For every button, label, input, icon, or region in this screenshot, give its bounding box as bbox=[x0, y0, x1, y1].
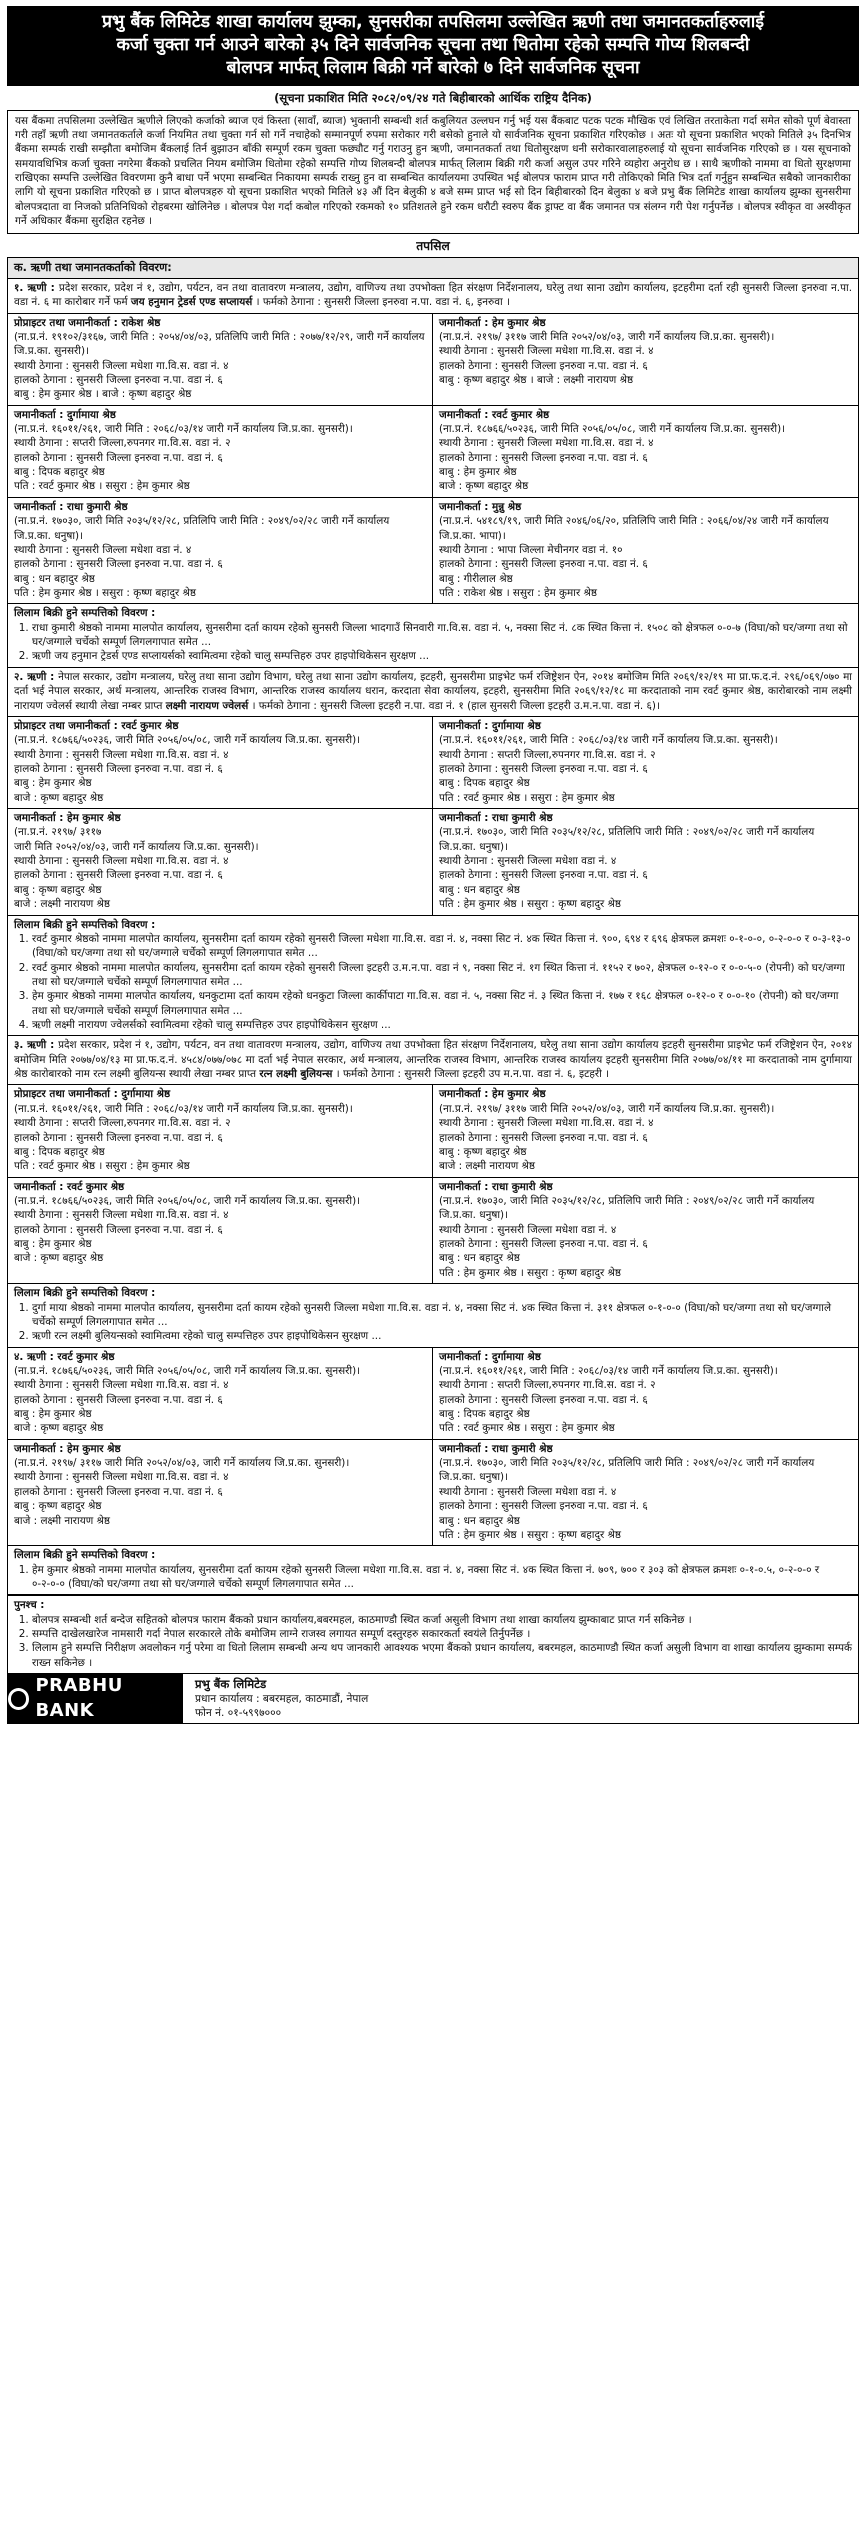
property-list bbox=[14, 932, 852, 1033]
note-item: 3. लिलाम हुने सम्पत्ति निरीक्षण अवलोकन गर्नु परेमा वा धितो लिलाम सम्बन्धी अन्य थप जानकारी आवश्यक भएमा बैंकको प्रधान कार्यालय, बबरमहल, काठमाण्डौ स्थित कर्जा असुली विभाग वा शाखा कार्यालय झुम्कामा सम्पर्क राख्न सकिनेछ । bbox=[32, 1641, 852, 1670]
guarantor-detail: स्थायी ठेगाना : सुनसरी जिल्ला मधेशा वडा नं. ४ bbox=[14, 543, 192, 556]
guarantor-detail: बाजे : लक्ष्मी नारायण श्रेष्ठ bbox=[439, 1160, 536, 1173]
guarantor-detail: स्थायी ठेगाना : सुनसरी जिल्ला मधेशा गा.वि.स. वडा नं. ४ bbox=[439, 1117, 654, 1130]
guarantor-detail: स्थायी ठेगाना : सुनसरी जिल्ला मधेशा गा.वि.स. वडा नं. ४ bbox=[14, 855, 229, 868]
guarantor-detail: हालको ठेगाना : सुनसरी जिल्ला इनरुवा न.पा. वडा नं. ६ bbox=[14, 1223, 223, 1236]
guarantor-detail: पति : हेम कुमार श्रेष्ठ । ससुरा : कृष्ण बहादुर श्रेष्ठ bbox=[439, 1528, 622, 1541]
guarantor-detail: बाजे : लक्ष्मी नारायण श्रेष्ठ bbox=[14, 898, 111, 911]
guarantor-detail: (ना.प्र.नं. २१९७/ ३११७ जारी मिति २०५२/०४/०३, जारी गर्ने कार्यालय जि.प्र.का. सुनसरी)। bbox=[439, 330, 775, 343]
borrower-blocks bbox=[8, 279, 858, 1596]
guarantor-title: प्रोप्राइटर तथा जमानीकर्ता : रवर्ट कुमार श्रेष्ठ bbox=[14, 719, 179, 732]
guarantor-detail: जारी मिति २०५२/०४/०३, जारी गर्ने कार्यालय जि.प्र.का. सुनसरी)। bbox=[14, 840, 259, 853]
guarantor-title: ४. ऋणी : रवर्ट कुमार श्रेष्ठ bbox=[14, 1350, 115, 1363]
guarantor-detail: बाबु : हेम कुमार श्रेष्ठ bbox=[439, 466, 517, 479]
bank-info bbox=[183, 1675, 380, 1723]
details-table bbox=[7, 257, 859, 1596]
property-title: लिलाम बिक्री हुने सम्पत्तिको विवरण : bbox=[14, 1287, 156, 1300]
guarantor-title: जमानीकर्ता : हेम कुमार श्रेष्ठ bbox=[14, 1442, 121, 1455]
borrower-number: २. ऋणी : bbox=[14, 670, 59, 683]
borrower-paragraph bbox=[8, 668, 858, 717]
guarantor-detail: हालको ठेगाना : सुनसरी जिल्ला इनरुवा न.पा. वडा नं. ६ bbox=[439, 869, 648, 882]
bank-footer bbox=[7, 1674, 859, 1724]
guarantor-detail: हालको ठेगाना : सुनसरी जिल्ला इनरुवा न.पा. वडा नं. ६ bbox=[439, 1238, 648, 1251]
guarantor-detail: हालको ठेगाना : सुनसरी जिल्ला इनरुवा न.पा. वडा नं. ६ bbox=[14, 1393, 223, 1406]
guarantor-detail: स्थायी ठेगाना : सप्तरी जिल्ला,रुपनगर गा.वि.स. वडा नं. २ bbox=[439, 1379, 656, 1392]
guarantor-detail: (ना.प्र.नं. १८७६६/५०२३६, जारी मिति २०५६/०५/०८, जारी गर्ने कार्यालय जि.प्र.का. सुनसरी)। bbox=[14, 1195, 361, 1207]
borrower-text: नेपाल सरकार, उद्योग मन्त्रालय, घरेलु तथा साना उद्योग विभाग, घरेलु तथा साना उद्योग कार्यालय, इटहरी, सुनसरीमा प्राइभेट फर्म रजिष्ट्रेशन ऐन, २०१४ बमोजिम मिति २०६९/१२/१९ मा प्रा.फ.द.नं. २९६/०६९/०७० मा दर्ता भई नेपाल सरकार, अर्थ मन्त्रालय, आन्तरिक राजस्व विभाग, आन्तरिक राजस्व कार्यालय धरान, करदाता सेवा कार्यालय, इटहरी, सुनसरीमा मिति २०६९/१२/१८ मा करदाताको नाम रवर्ट कुमार श्रेष्ठ, कारोबारको नाम लक्ष्मी नारायण ज्वेलर्स स्थायी लेखा नम्बर प्राप्त bbox=[14, 670, 852, 712]
guarantor-title: जमानीकर्ता : दुर्गामाया श्रेष्ठ bbox=[14, 408, 116, 421]
guarantor-detail: पति : राकेश श्रेष्ठ । ससुरा : हेम कुमार श्रेष्ठ bbox=[439, 586, 597, 599]
guarantor-detail: बाबु : दिपक बहादुर श्रेष्ठ bbox=[14, 466, 105, 479]
guarantor-detail: बाबु : धन बहादुर श्रेष्ठ bbox=[439, 883, 520, 896]
guarantor-row bbox=[8, 498, 858, 605]
header-line-2: कर्जा चुक्ता गर्न आउने बारेको ३५ दिने सार्वजनिक सूचना तथा धितोमा रहेको सम्पत्ति गोप्य शिलबन्दी bbox=[116, 35, 750, 56]
property-item: 1. हेम कुमार श्रेष्ठको नाममा मालपोत कार्यालय, सुनसरीमा दर्ता कायम रहेको सुनसरी जिल्ला मधेशा गा.वि.स. वडा नं. ४, नक्सा सिट नं. ४क स्थित कित्ता नं. ७०९, ७०० र ३०३ को क्षेत्रफल क्रमशः ०-१-०.५, ०-२-०-० र ०-२-०-० (विघा/को घर/जग्गा तथा सो घर/जग्गाले चर्चेको सम्पूर्ण लिगलगापात समेत ... bbox=[32, 1563, 852, 1592]
guarantor-detail: (ना.प्र.नं. ५४१८९/१९, जारी मिति २०४६/०६/२०, प्रतिलिपि जारी मिति : २०६६/०४/२४ जारी गर्ने कार्यालय जि.प्र.का. भापा)। bbox=[439, 515, 829, 542]
guarantor-detail: (ना.प्र.नं. १६०११/२६१, जारी मिति : २०६८/०३/१४ जारी गर्ने कार्यालय जि.प्र.का. सुनसरी)। bbox=[439, 734, 778, 747]
guarantor-detail: बाजे : कृष्ण बहादुर श्रेष्ठ bbox=[14, 1422, 104, 1435]
guarantor-detail: बाबु : कृष्ण बहादुर श्रेष्ठ bbox=[14, 1500, 102, 1513]
guarantor-detail: (ना.प्र.नं. २१९७/ ३११७ जारी मिति २०५२/०४/०३, जारी गर्ने कार्यालय जि.प्र.का. सुनसरी)। bbox=[14, 1457, 350, 1470]
publication-source: (सूचना प्रकाशित मिति २०८२/०९/२४ गते बिहीबारको आर्थिक राष्ट्रिय दैनिक) bbox=[274, 90, 592, 105]
borrower-address: । फर्मको ठेगाना : सुनसरी जिल्ला इनरुवा न.पा. वडा नं. ६, इनरुवा । bbox=[252, 296, 510, 309]
property-item: 1. दुर्गा माया श्रेष्ठको नाममा मालपोत कार्यालय, सुनसरीमा दर्ता कायम रहेको सुनसरी जिल्ला मधेशा गा.वि.स. वडा नं. ४, नक्सा सिट नं. ४क स्थित कित्ता नं. ३११ क्षेत्रफल ०-१-०-० (विघा/को घर/जग्गा तथा सो घर/जग्गाले चर्चेको सम्पूर्ण लिगलगापात समेत ... bbox=[32, 1301, 852, 1330]
property-item: 2. ऋणी रत्न लक्ष्मी बुलियन्सको स्वामित्वमा रहेको चालु सम्पत्तिहरु उपर हाइपोथिकेसन सुरक्षण ... bbox=[32, 1329, 852, 1343]
note-item: 1. बोलपत्र सम्बन्धी शर्त बन्देज सहितको बोलपत्र फाराम बैंकको प्रधान कार्यालय,बबरमहल, काठमाण्डौ स्थित कर्जा असुली विभाग तथा शाखा कार्यालय झुम्काबाट प्राप्त गर्न सकिनेछ । bbox=[32, 1613, 852, 1627]
borrower-text: प्रदेश सरकार, प्रदेश नं १, उद्योग, पर्यटन, वन तथा वातावरण मन्त्रालय, उद्योग, वाणिज्य तथा उपभोक्ता हित संरक्षण निर्देशनालय, घरेलु तथा साना उद्योग कार्यालय इटहरी सुनसरीमा प्राइभेट फर्म रजिष्ट्रेशन ऐन, २०१४ बमोजिम मिति २०७७/०४/१३ मा प्रा.फ.द.नं. ४५८४/०७७/०७८ मा दर्ता भई नेपाल सरकार, अर्थ मन्त्रालय, आन्तरिक राजस्व विभाग, आन्तरिक राजस्व कार्यालय इटहरी सुनसरीमा मिति २०७७/०४/११ मा करदाताको नाम दुर्गामाया श्रेष्ठ कारोबारको नाम रत्न लक्ष्मी बुलियन्स स्थायी लेखा नम्बर प्राप्त bbox=[14, 1039, 852, 1081]
guarantor-cell bbox=[433, 1085, 858, 1176]
borrower-paragraph bbox=[8, 279, 858, 314]
intro-text: यस बैंकमा तपसिलमा उल्लेखित ऋणीले लिएको कर्जाको ब्याज एवं किस्ता (सावाँ, ब्याज) भुक्तानी सम्बन्धी शर्त कबुलियत उल्लघन गर्नु भई यस बैंकबाट पटक पटक मौखिक एवं लिखित तरताकेता गर्दा समेत सोको पूर्ण बेवास्ता गरी तहाँ ऋणी तथा जमानतकर्ताले कर्जा नियमित तथा चुक्ता गर्न सो गर्ने नचाहेको सम्मानपूर्ण रुपमा सरोकार गरी बसेको हुनाले यो सार्वजनिक सूचना प्रकाशित गरिएकोछ । अतः यो सूचना प्रकाशित भएको मितिले ३५ दिनभित्र बैंकमा सम्पर्क राखी सम्झौता बमोजिम बैंकलाई तिर्न बुझाउन बाँकी सम्पूर्ण रकम चुक्ता फछ्यौट गर्नु गराउनु हुन ऋणी, जमानतकर्ता तथा धितोसुरक्षण धनी सरोकारवालाहरुलाई यो सूचना सार्वजनिक गरिएको छ । यस सूचनाको समयावधिभित्र कर्जा चुक्ता नगरेमा बैंकको प्रचलित नियम बमोजिम धितोमा रहेको सम्पत्ति गोप्य शिलबन्दी बोलपत्र मार्फत् लिलाम बिक्री गरी कर्जा असुल उपर गरिने व्यहोरा अनुरोध छ । साथै ऋणीको नाममा वा धितो सुरक्षणमा राखिएका सम्पत्ति उल्लेखित विवरणमा कुनै बाधा पर्ने भएमा सम्बन्धित निकायमा सम्पर्क राख्नु हुन वा सम्बन्धित कार्यालयमा उपस्थित भई बोलपत्र फाराम प्राप्त गरी तोकिएको मिति भित्र दर्ता गर्नुहुन सम्बन्धित सबैको जानकारीका लागि यो सूचना प्रकाशित गरिएको छ । प्राप्त बोलपत्रहरु यो सूचना प्रकाशित भएको मितिले ४३ औं दिन बेलुकी ४ बजे सम्म प्राप्त भई सो दिन बिहीबारको दिन बेलुका ४ बजे प्रभु बैंक लिमिटेड शाखा कार्यालय झुम्का सुनसरीमा बोलपत्रदाता वा निजको प्रतिनिधिको रोहबरमा खोलिनेछ । बोलपत्र पेश गर्दा कबोल गरिएको रकमको १० प्रतिशतले हुने रकम धरौटी स्वरुप बैंक ड्राफ्ट वा बैंक जमानत पत्र संलग्न गरी पेश गर्नुपर्नेछ । बोलपत्र स्वीकृत वा अस्वीकृत गर्ने अधिकार बैंकमा सुरक्षित रहनेछ । bbox=[15, 114, 851, 228]
guarantor-cell bbox=[8, 406, 433, 497]
guarantor-detail: स्थायी ठेगाना : सुनसरी जिल्ला मधेशा गा.वि.स. वडा नं. ४ bbox=[14, 1471, 229, 1484]
borrower-firm-name: लक्ष्मी नारायण ज्वेलर्स bbox=[165, 699, 249, 712]
guarantor-detail: बाजे : कृष्ण बहादुर श्रेष्ठ bbox=[14, 791, 104, 804]
borrower-firm-name: जय हनुमान ट्रेडर्स एण्ड सप्लायर्स bbox=[130, 296, 253, 309]
guarantor-detail: बाबु : कृष्ण बहादुर श्रेष्ठ । बाजे : लक्ष्मी नारायण श्रेष्ठ bbox=[439, 373, 634, 386]
guarantor-detail: (ना.प्र.नं. १९१०२/३१६७, जारी मिति : २०५४/०४/०३, प्रतिलिपि जारी मिति : २०७७/१२/२९, जारी गर्ने कार्यालय जि.प्र.का. सुनसरी)। bbox=[14, 330, 425, 358]
guarantor-detail: बाबु : हेम कुमार श्रेष्ठ । बाजे : कृष्ण बहादुर श्रेष्ठ bbox=[14, 388, 192, 401]
guarantor-detail: स्थायी ठेगाना : सप्तरी जिल्ला,रुपनगर गा.वि.स. वडा नं. २ bbox=[14, 437, 231, 450]
guarantor-detail: बाबु : दिपक बहादुर श्रेष्ठ bbox=[14, 1145, 105, 1158]
table-title: तपसिल bbox=[416, 238, 450, 253]
property-list bbox=[14, 621, 852, 664]
guarantor-row bbox=[8, 1178, 858, 1285]
guarantor-cell bbox=[8, 1348, 433, 1439]
guarantor-detail: स्थायी ठेगाना : सुनसरी जिल्ला मधेशा गा.वि.स. वडा नं. ४ bbox=[14, 1379, 229, 1392]
borrower-number: ३. ऋणी : bbox=[14, 1039, 59, 1052]
guarantor-detail: बाबु : धन बहादुर श्रेष्ठ bbox=[439, 1514, 520, 1527]
guarantor-detail: बाजे : कृष्ण बहादुर श्रेष्ठ bbox=[439, 480, 529, 493]
guarantor-detail: स्थायी ठेगाना : सुनसरी जिल्ला मधेशा गा.वि.स. वडा नं. ४ bbox=[14, 748, 229, 761]
borrower-firm-name: रत्न लक्ष्मी बुलियन्स bbox=[259, 1068, 333, 1081]
guarantor-title: जमानीकर्ता : हेम कुमार श्रेष्ठ bbox=[439, 316, 546, 329]
property-item: 2. रवर्ट कुमार श्रेष्ठको नाममा मालपोत कार्यालय, सुनसरीमा दर्ता कायम रहेको सुनसरी जिल्ला इटहरी उ.म.न.पा. वडा नं ९, नक्सा सिट नं. १ग स्थित कित्ता नं. ११५२ र ७०२, क्षेत्रफल ०-१२-० र ०-०-५-० (रोपनी) को घर/जग्गा तथा सो घर/जग्गाले चर्चेको सम्पूर्ण लिगलगापात समेत ... bbox=[32, 961, 852, 990]
guarantor-title: प्रोप्राइटर तथा जमानीकर्ता : राकेश श्रेष्ठ bbox=[14, 316, 161, 329]
guarantor-title: जमानीकर्ता : रवर्ट कुमार श्रेष्ठ bbox=[439, 408, 550, 421]
guarantor-detail: बाबु : कृष्ण बहादुर श्रेष्ठ bbox=[14, 883, 102, 896]
bank-phone: फोन नं. ०१-५९९७००० bbox=[195, 1707, 282, 1720]
guarantor-cell bbox=[8, 1178, 433, 1284]
guarantor-detail: बाजे : कृष्ण बहादुर श्रेष्ठ bbox=[14, 1252, 104, 1265]
property-title: लिलाम बिक्री हुने सम्पत्तिको विवरण : bbox=[14, 1549, 156, 1562]
guarantor-detail: (ना.प्र.नं. २१९७/ ३११७ जारी मिति २०५२/०४/०३, जारी गर्ने कार्यालय जि.प्र.का. सुनसरी)। bbox=[439, 1102, 775, 1115]
guarantor-row bbox=[8, 809, 858, 916]
guarantor-detail: बाबु : गीरीलाल श्रेष्ठ bbox=[439, 572, 513, 585]
guarantor-detail: पति : हेम कुमार श्रेष्ठ । ससुरा : कृष्ण बहादुर श्रेष्ठ bbox=[14, 586, 197, 599]
guarantor-detail: स्थायी ठेगाना : सुनसरी जिल्ला मधेशा गा.वि.स. वडा नं. ४ bbox=[439, 345, 654, 358]
guarantor-cell bbox=[8, 1085, 433, 1176]
guarantor-detail: स्थायी ठेगाना : सुनसरी जिल्ला मधेशा वडा नं. ४ bbox=[439, 1485, 617, 1498]
note-item: 2. सम्पत्ति दाखेलखारेज नामसारी गर्दा नेपाल सरकारले तोके बमोजिम लाग्ने राजस्व लगायत सम्पूर्ण दस्तुरहरु सकारकर्ता स्वयंले तिर्नुपर्नेछ । bbox=[32, 1627, 852, 1641]
guarantor-cell bbox=[433, 1440, 858, 1546]
guarantor-detail: (ना.प्र.नं. १६०११/२६१, जारी मिति : २०६८/०३/१४ जारी गर्ने कार्यालय जि.प्र.का. सुनसरी)। bbox=[439, 1364, 778, 1377]
guarantor-detail: हालको ठेगाना : सुनसरी जिल्ला इनरुवा न.पा. वडा नं. ६ bbox=[14, 869, 223, 882]
bank-logo bbox=[8, 1674, 183, 1723]
guarantor-detail: हालको ठेगाना : सुनसरी जिल्ला इनरुवा न.पा. वडा नं. ६ bbox=[439, 558, 648, 571]
guarantor-cell bbox=[433, 809, 858, 915]
guarantor-detail: हालको ठेगाना : सुनसरी जिल्ला इनरुवा न.पा. वडा नं. ६ bbox=[439, 359, 648, 372]
guarantor-detail: स्थायी ठेगाना : भापा जिल्ला मेचीनगर वडा नं. १० bbox=[439, 543, 623, 556]
borrower-address: । फर्मको ठेगाना : सुनसरी जिल्ला इटहरी न.पा. वडा नं. १ (हाल सुनसरी जिल्ला इटहरी उ.म.न.पा. वडा नं. ६)। bbox=[248, 699, 660, 712]
guarantor-row bbox=[8, 1440, 858, 1547]
property-list bbox=[14, 1563, 852, 1592]
guarantor-detail: हालको ठेगाना : सुनसरी जिल्ला इनरुवा न.पा. वडा नं. ६ bbox=[439, 451, 648, 464]
guarantor-cell bbox=[8, 1440, 433, 1546]
postscript-notes bbox=[7, 1596, 859, 1674]
guarantor-detail: (ना.प्र.नं. १७०३०, जारी मिति २०३५/१२/२८, प्रतिलिपि जारी मिति : २०४९/०२/२८ जारी गर्ने कार्यालय जि.प्र.का. धनुषा)। bbox=[14, 515, 390, 542]
guarantor-title: जमानीकर्ता : हेम कुमार श्रेष्ठ bbox=[14, 812, 121, 825]
guarantor-detail: पति : रवर्ट कुमार श्रेष्ठ । ससुरा : हेम कुमार श्रेष्ठ bbox=[439, 1422, 615, 1435]
guarantor-title: जमानीकर्ता : हेम कुमार श्रेष्ठ bbox=[439, 1088, 546, 1101]
guarantor-cell bbox=[433, 406, 858, 497]
guarantor-cell bbox=[8, 498, 433, 604]
guarantor-detail: बाबु : धन बहादुर श्रेष्ठ bbox=[14, 572, 95, 585]
guarantor-title: जमानीकर्ता : रवर्ट कुमार श्रेष्ठ bbox=[14, 1180, 125, 1193]
guarantor-detail: (ना.प्र.नं. १८७६६/५०२३६, जारी मिति २०५६/०५/०८, जारी गर्ने कार्यालय जि.प्र.का. सुनसरी)। bbox=[14, 734, 361, 747]
guarantor-detail: हालको ठेगाना : सुनसरी जिल्ला इनरुवा न.पा. वडा नं. ६ bbox=[14, 762, 223, 775]
guarantor-detail: बाबु : हेम कुमार श्रेष्ठ bbox=[14, 1238, 92, 1251]
guarantor-detail: हालको ठेगाना : सुनसरी जिल्ला इनरुवा न.पा. वडा नं. ६ bbox=[439, 1131, 648, 1144]
guarantor-detail: हालको ठेगाना : सुनसरी जिल्ला इनरुवा न.पा. वडा नं. ६ bbox=[14, 558, 223, 571]
guarantor-detail: स्थायी ठेगाना : सप्तरी जिल्ला,रुपनगर गा.वि.स. वडा नं. २ bbox=[14, 1117, 231, 1130]
guarantor-title: जमानीकर्ता : राधा कुमारी श्रेष्ठ bbox=[439, 1442, 553, 1455]
guarantor-title: जमानीकर्ता : राधा कुमारी श्रेष्ठ bbox=[14, 500, 128, 513]
guarantor-title: जमानीकर्ता : राधा कुमारी श्रेष्ठ bbox=[439, 812, 553, 825]
property-title: लिलाम बिक्री हुने सम्पत्तिको विवरण : bbox=[14, 918, 156, 931]
header-line-1: प्रभु बैंक लिमिटेड शाखा कार्यालय झुम्का, सुनसरीका तपसिलमा उल्लेखित ऋणी तथा जमानतकर्ताहरुलाई bbox=[102, 12, 764, 32]
notes-title: पुनश्च : bbox=[14, 1599, 45, 1612]
bank-name: प्रभु बैंक लिमिटेड bbox=[195, 1676, 267, 1691]
borrower-address: । फर्मको ठेगाना : सुनसरी जिल्ला इटहरी उप म.न.पा. वडा नं. ६, इटहरी । bbox=[332, 1068, 610, 1081]
guarantor-detail: हालको ठेगाना : सुनसरी जिल्ला इनरुवा न.पा. वडा नं. ६ bbox=[14, 451, 223, 464]
guarantor-detail: बाबु : हेम कुमार श्रेष्ठ bbox=[14, 1408, 92, 1421]
header-line-3: बोलपत्र मार्फत् लिलाम बिक्री गर्ने बारेको ७ दिने सार्वजनिक सूचना bbox=[226, 58, 640, 79]
guarantor-detail: स्थायी ठेगाना : सप्तरी जिल्ला,रुपनगर गा.वि.स. वडा नं. २ bbox=[439, 748, 656, 761]
logo-text: PRABHU BANK bbox=[35, 1674, 123, 1721]
guarantor-cell bbox=[8, 809, 433, 915]
guarantor-detail: हालको ठेगाना : सुनसरी जिल्ला इनरुवा न.पा. वडा नं. ६ bbox=[14, 1485, 223, 1498]
guarantor-detail: बाबु : दिपक बहादुर श्रेष्ठ bbox=[439, 777, 530, 790]
property-list bbox=[14, 1301, 852, 1344]
notice-header bbox=[7, 6, 859, 86]
guarantor-detail: (ना.प्र.नं. १८७६६/५०२३६, जारी मिति २०५६/०५/०८, जारी गर्ने कार्यालय जि.प्र.का. सुनसरी)। bbox=[439, 423, 786, 436]
guarantor-title: जमानीकर्ता : मुन्नु श्रेष्ठ bbox=[439, 500, 522, 513]
guarantor-detail: हालको ठेगाना : सुनसरी जिल्ला इनरुवा न.पा. वडा नं. ६ bbox=[439, 762, 648, 775]
guarantor-row bbox=[8, 1348, 858, 1440]
property-item: 4. ऋणी लक्ष्मी नारायण ज्वेलर्सको स्वामित्वमा रहेको चालु सम्पत्तिहरु उपर हाइपोथिकेसन सुरक्षण ... bbox=[32, 1018, 852, 1032]
guarantor-detail: पति : रवर्ट कुमार श्रेष्ठ । ससुरा : हेम कुमार श्रेष्ठ bbox=[439, 791, 615, 804]
property-details bbox=[8, 916, 858, 1037]
guarantor-cell bbox=[433, 717, 858, 808]
guarantor-detail: (ना.प्र.नं. १८७६६/५०२३६, जारी मिति २०५६/०५/०८, जारी गर्ने कार्यालय जि.प्र.का. सुनसरी)। bbox=[14, 1364, 361, 1377]
guarantor-title: जमानीकर्ता : राधा कुमारी श्रेष्ठ bbox=[439, 1180, 553, 1193]
guarantor-detail: (ना.प्र.नं. १७०३०, जारी मिति २०३५/१२/२८, प्रतिलिपि जारी मिति : २०४९/०२/२८ जारी गर्ने कार्यालय जि.प्र.का. धनुषा)। bbox=[439, 1195, 815, 1222]
guarantor-detail: बाबु : दिपक बहादुर श्रेष्ठ bbox=[439, 1408, 530, 1421]
guarantor-detail: स्थायी ठेगाना : सुनसरी जिल्ला मधेशा गा.वि.स. वडा नं. ४ bbox=[14, 1209, 229, 1222]
guarantor-detail: पति : हेम कुमार श्रेष्ठ । ससुरा : कृष्ण बहादुर श्रेष्ठ bbox=[439, 898, 622, 911]
notes-list bbox=[14, 1613, 852, 1670]
guarantor-title: जमानीकर्ता : दुर्गामाया श्रेष्ठ bbox=[439, 719, 541, 732]
guarantor-cell bbox=[433, 1178, 858, 1284]
guarantor-cell bbox=[433, 498, 858, 604]
property-item: 1. रवर्ट कुमार श्रेष्ठको नाममा मालपोत कार्यालय, सुनसरीमा दर्ता कायम रहेको सुनसरी जिल्ला मधेशा गा.वि.स. वडा नं. ४, नक्सा सिट नं. ४क स्थित कित्ता नं. ९००, ६९४ र ६९६ क्षेत्रफल क्रमशः ०-१-०-०, ०-२-०-० र ०-३-१३-० (विघा/को घर/जग्गा तथा सो घर/जग्गाले चर्चेको सम्पूर्ण लिगलगापात समेत ... bbox=[32, 932, 852, 961]
guarantor-title: जमानीकर्ता : दुर्गामाया श्रेष्ठ bbox=[439, 1350, 541, 1363]
guarantor-cell bbox=[433, 1348, 858, 1439]
guarantor-row bbox=[8, 717, 858, 809]
guarantor-detail: पति : हेम कुमार श्रेष्ठ । ससुरा : कृष्ण बहादुर श्रेष्ठ bbox=[439, 1266, 622, 1279]
guarantor-row bbox=[8, 314, 858, 406]
guarantor-detail: (ना.प्र.नं. १७०३०, जारी मिति २०३५/१२/२८, प्रतिलिपि जारी मिति : २०४९/०२/२८ जारी गर्ने कार्यालय जि.प्र.का. धनुषा)। bbox=[439, 1457, 815, 1484]
borrower-number: १. ऋणी : bbox=[14, 281, 59, 294]
property-details bbox=[8, 1546, 858, 1595]
guarantor-detail: पति : रवर्ट कुमार श्रेष्ठ । ससुरा : हेम कुमार श्रेष्ठ bbox=[14, 1160, 190, 1173]
guarantor-detail: (ना.प्र.नं. २१९७/ ३११७ bbox=[14, 826, 102, 839]
guarantor-cell bbox=[433, 314, 858, 405]
intro-paragraph bbox=[7, 110, 859, 234]
guarantor-row bbox=[8, 406, 858, 498]
bank-address: प्रधान कार्यालय : बबरमहल, काठमाडौं, नेपाल bbox=[195, 1693, 369, 1706]
guarantor-cell bbox=[8, 314, 433, 405]
property-details bbox=[8, 1284, 858, 1347]
guarantor-detail: हालको ठेगाना : सुनसरी जिल्ला इनरुवा न.पा. वडा नं. ६ bbox=[14, 1131, 223, 1144]
guarantor-detail: स्थायी ठेगाना : सुनसरी जिल्ला मधेशा गा.वि.स. वडा नं. ४ bbox=[439, 437, 654, 450]
property-item: 3. हेम कुमार श्रेष्ठको नाममा मालपोत कार्यालय, धनकुटामा दर्ता कायम रहेको धनकुटा जिल्ला कार्कीपाटा गा.वि.स. वडा नं. ५, नक्सा सिट नं. ३ स्थित कित्ता नं. १७७ र १६८ क्षेत्रफल ०-१२-० र ०-०-१० (रोपनी) को घर/जग्गा तथा सो घर/जग्गाले चर्चेको सम्पूर्ण लिगलगापात समेत ... bbox=[32, 989, 852, 1018]
logo-mark-icon bbox=[8, 1688, 29, 1710]
guarantor-row bbox=[8, 1085, 858, 1177]
guarantor-detail: स्थायी ठेगाना : सुनसरी जिल्ला मधेशा वडा नं. ४ bbox=[439, 855, 617, 868]
guarantor-detail: बाबु : हेम कुमार श्रेष्ठ bbox=[14, 777, 92, 790]
guarantor-detail: (ना.प्र.नं. १६०११/२६१, जारी मिति : २०६८/०३/१४ जारी गर्ने कार्यालय जि.प्र.का. सुनसरी)। bbox=[14, 423, 353, 436]
guarantor-detail: स्थायी ठेगाना : सुनसरी जिल्ला मधेशा गा.वि.स. वडा नं. ४ bbox=[14, 359, 229, 372]
guarantor-cell bbox=[8, 717, 433, 808]
guarantor-detail: बाजे : लक्ष्मी नारायण श्रेष्ठ bbox=[14, 1514, 111, 1527]
guarantor-detail: हालको ठेगाना : सुनसरी जिल्ला इनरुवा न.पा. वडा नं. ६ bbox=[14, 373, 223, 386]
property-details bbox=[8, 604, 858, 667]
guarantor-detail: बाबु : धन बहादुर श्रेष्ठ bbox=[439, 1252, 520, 1265]
borrower-text: प्रदेश सरकार, प्रदेश नं १, उद्योग, पर्यटन, वन तथा वातावरण मन्त्रालय, उद्योग, वाणिज्य तथा उपभोक्ता हित संरक्षण निर्देशनालय, घरेलु तथा साना उद्योग कार्यालय, इटहरीमा दर्ता रही सुनसरी जिल्ला इनरुवा न.पा. वडा नं. ६ मा कारोबार गर्ने फर्म bbox=[14, 281, 852, 309]
section-a-title: क. ऋणी तथा जमानतकर्ताको विवरण: bbox=[8, 258, 858, 278]
borrower-paragraph bbox=[8, 1036, 858, 1085]
guarantor-title: प्रोप्राइटर तथा जमानीकर्ता : दुर्गामाया श्रेष्ठ bbox=[14, 1088, 171, 1101]
guarantor-detail: बाबु : कृष्ण बहादुर श्रेष्ठ bbox=[439, 1145, 527, 1158]
guarantor-detail: हालको ठेगाना : सुनसरी जिल्ला इनरुवा न.पा. वडा नं. ६ bbox=[439, 1393, 648, 1406]
guarantor-detail: (ना.प्र.नं. १७०३०, जारी मिति २०३५/१२/२८, प्रतिलिपि जारी मिति : २०४९/०२/२८ जारी गर्ने कार्यालय जि.प्र.का. धनुषा)। bbox=[439, 826, 815, 853]
property-item: 2. ऋणी जय हनुमान ट्रेडर्स एण्ड सप्लायर्सको स्वामित्वमा रहेको चालु सम्पत्तिहरु उपर हाइपोथिकेसन सुरक्षण ... bbox=[32, 649, 852, 663]
guarantor-detail: (ना.प्र.नं. १६०११/२६१, जारी मिति : २०६८/०३/१४ जारी गर्ने कार्यालय जि.प्र.का. सुनसरी)। bbox=[14, 1102, 353, 1115]
property-title: लिलाम बिक्री हुने सम्पत्तिको विवरण : bbox=[14, 607, 156, 620]
guarantor-detail: हालको ठेगाना : सुनसरी जिल्ला इनरुवा न.पा. वडा नं. ६ bbox=[439, 1500, 648, 1513]
property-item: 1. राधा कुमारी श्रेष्ठको नाममा मालपोत कार्यालय, सुनसरीमा दर्ता कायम रहेको सुनसरी जिल्ला भादगाउँ सिनवारी गा.वि.स. वडा नं. ५, नक्सा सिट नं. ८क स्थित कित्ता नं. १५०८ को क्षेत्रफल ०-०-७ (विघा/को घर/जग्गा तथा सो घर/जग्गाले चर्चेको सम्पूर्ण लिगलगापात समेत ... bbox=[32, 621, 852, 650]
guarantor-detail: पति : रवर्ट कुमार श्रेष्ठ । ससुरा : हेम कुमार श्रेष्ठ bbox=[14, 480, 190, 493]
guarantor-detail: स्थायी ठेगाना : सुनसरी जिल्ला मधेशा वडा नं. ४ bbox=[439, 1223, 617, 1236]
